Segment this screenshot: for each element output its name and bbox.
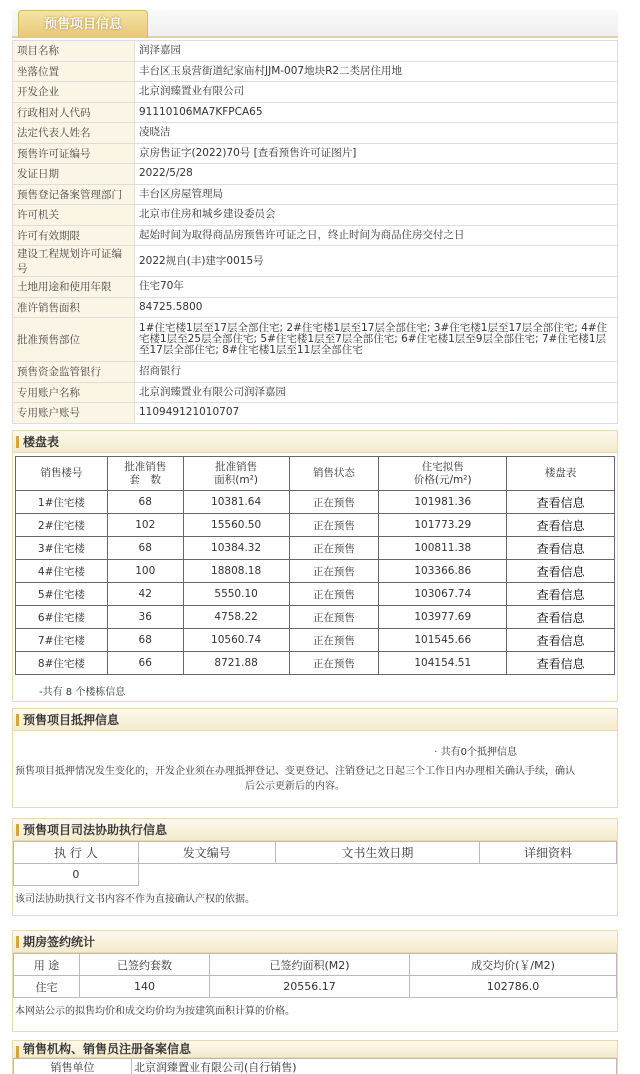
table-cell: 正在预售 xyxy=(289,491,379,514)
table-cell: 101773.29 xyxy=(379,514,507,537)
info-row xyxy=(13,61,618,82)
table-cell: 103366.86 xyxy=(379,560,507,583)
judicial-header-executor: 执 行 人 xyxy=(14,842,139,864)
buildings-footnote: -共有 8 个楼栋信息 xyxy=(39,687,126,698)
buildings-title: 楼盘表 xyxy=(13,431,617,453)
info-key: 预售许可证编号 xyxy=(13,143,135,164)
tab-bar xyxy=(12,10,618,38)
table-row xyxy=(16,652,615,675)
table-cell: 10560.74 xyxy=(183,629,289,652)
period-header-count: 已签约套数 xyxy=(80,954,210,976)
info-key: 法定代表人姓名 xyxy=(13,123,135,144)
table-cell: 103977.69 xyxy=(379,606,507,629)
table-row xyxy=(16,537,615,560)
buildings-header: 销售状态 xyxy=(289,457,379,491)
period-note: 本网站公示的拟售均价和成交均价均为按建筑面积计算的价格。 xyxy=(15,1006,295,1017)
buildings-header: 批准销售 面积(m²) xyxy=(183,457,289,491)
info-value[interactable]: 京房售证字(2022)70号 [查看预售许可证图片] xyxy=(135,143,618,164)
table-cell: 66 xyxy=(107,652,183,675)
info-row xyxy=(13,403,618,424)
table-row xyxy=(16,583,615,606)
view-info-link[interactable]: 查看信息 xyxy=(507,491,615,514)
info-value: 北京市住房和城乡建设委员会 xyxy=(135,205,618,226)
table-cell: 5#住宅楼 xyxy=(16,583,108,606)
period-header-price: 成交均价(￥/M2) xyxy=(410,954,617,976)
info-key: 专用账户名称 xyxy=(13,382,135,403)
buildings-section xyxy=(12,430,618,702)
judicial-header-details: 详细资料 xyxy=(479,842,616,864)
info-key: 发证日期 xyxy=(13,164,135,185)
view-info-link[interactable]: 查看信息 xyxy=(507,537,615,560)
sales-title: 销售机构、销售员注册备案信息 xyxy=(13,1041,617,1058)
judicial-title: 预售项目司法协助执行信息 xyxy=(13,819,617,841)
table-cell: 4#住宅楼 xyxy=(16,560,108,583)
info-row xyxy=(13,143,618,164)
judicial-header-date: 文书生效日期 xyxy=(275,842,479,864)
table-row xyxy=(16,491,615,514)
info-key: 行政相对人代码 xyxy=(13,102,135,123)
table-cell: 42 xyxy=(107,583,183,606)
mortgage-text-1: 预售项目抵押情况发生变化的，开发企业须在办理抵押登记、变更登记、注销登记之日起三个工作日内办理相关确认手续，确认 xyxy=(15,766,575,777)
table-cell: 10384.32 xyxy=(183,537,289,560)
info-key: 许可有效期限 xyxy=(13,225,135,246)
period-price: 102786.0 xyxy=(410,976,617,998)
judicial-note: 该司法协助执行文书内容不作为直接确认产权的依据。 xyxy=(15,894,255,905)
table-cell: 正在预售 xyxy=(289,514,379,537)
sales-value: 北京润臻置业有限公司(自行销售) xyxy=(132,1059,617,1074)
info-key: 许可机关 xyxy=(13,205,135,226)
info-row xyxy=(13,382,618,403)
info-row xyxy=(13,362,618,383)
table-row xyxy=(16,560,615,583)
table-cell: 101981.36 xyxy=(379,491,507,514)
table-cell: 68 xyxy=(107,537,183,560)
info-value: 北京润臻置业有限公司 xyxy=(135,82,618,103)
sales-section xyxy=(12,1040,618,1074)
info-key: 准许销售面积 xyxy=(13,297,135,318)
table-cell: 8#住宅楼 xyxy=(16,652,108,675)
info-row xyxy=(13,82,618,103)
info-row xyxy=(13,41,618,62)
info-value: 北京润臻置业有限公司润泽嘉园 xyxy=(135,382,618,403)
table-row xyxy=(16,514,615,537)
table-cell: 104154.51 xyxy=(379,652,507,675)
table-cell: 68 xyxy=(107,629,183,652)
period-header-area: 已签约面积(M2) xyxy=(210,954,410,976)
table-cell: 7#住宅楼 xyxy=(16,629,108,652)
judicial-empty-cell xyxy=(479,864,616,886)
info-row xyxy=(13,184,618,205)
judicial-section xyxy=(12,818,618,916)
view-info-link[interactable]: 查看信息 xyxy=(507,629,615,652)
info-value: 招商银行 xyxy=(135,362,618,383)
table-cell: 68 xyxy=(107,491,183,514)
view-info-link[interactable]: 查看信息 xyxy=(507,583,615,606)
info-value: 84725.5800 xyxy=(135,297,618,318)
info-key: 建设工程规划许可证编号 xyxy=(13,246,135,277)
info-value: 凌晓洁 xyxy=(135,123,618,144)
mortgage-text-2: 后公示更新后的内容。 xyxy=(245,781,345,792)
view-info-link[interactable]: 查看信息 xyxy=(507,514,615,537)
project-info-table xyxy=(12,40,618,424)
info-value: 2022规自(丰)建字0015号 xyxy=(135,246,618,277)
table-row xyxy=(16,606,615,629)
info-key: 土地用途和使用年限 xyxy=(13,277,135,298)
info-row xyxy=(13,123,618,144)
table-cell: 1#住宅楼 xyxy=(16,491,108,514)
info-value: 丰台区房屋管理局 xyxy=(135,184,618,205)
view-info-link[interactable]: 查看信息 xyxy=(507,560,615,583)
info-row xyxy=(13,318,618,362)
mortgage-count: · 共有0个抵押信息 xyxy=(434,747,517,758)
buildings-header: 住宅拟售 价格(元/m²) xyxy=(379,457,507,491)
buildings-table xyxy=(15,456,615,675)
table-cell: 正在预售 xyxy=(289,606,379,629)
buildings-header: 销售楼号 xyxy=(16,457,108,491)
info-row xyxy=(13,246,618,277)
tab-presale-info[interactable]: 预售项目信息 xyxy=(18,10,148,38)
info-row xyxy=(13,277,618,298)
table-cell: 正在预售 xyxy=(289,583,379,606)
info-row xyxy=(13,164,618,185)
mortgage-section xyxy=(12,708,618,808)
info-row xyxy=(13,102,618,123)
info-row xyxy=(13,297,618,318)
table-cell: 正在预售 xyxy=(289,652,379,675)
judicial-table xyxy=(13,841,617,886)
table-cell: 3#住宅楼 xyxy=(16,537,108,560)
judicial-value: 0 xyxy=(14,864,139,886)
sales-label: 销售单位 xyxy=(14,1059,132,1074)
table-row xyxy=(16,629,615,652)
table-cell: 100811.38 xyxy=(379,537,507,560)
info-value: 91110106MA7KFPCA65 xyxy=(135,102,618,123)
info-key: 专用账户账号 xyxy=(13,403,135,424)
table-cell: 10381.64 xyxy=(183,491,289,514)
table-cell: 正在预售 xyxy=(289,629,379,652)
judicial-header-doc-no: 发文编号 xyxy=(138,842,275,864)
table-cell: 2#住宅楼 xyxy=(16,514,108,537)
table-cell: 100 xyxy=(107,560,183,583)
judicial-empty-cell xyxy=(275,864,479,886)
info-value: 润泽嘉园 xyxy=(135,41,618,62)
info-value: 110949121010707 xyxy=(135,403,618,424)
table-cell: 正在预售 xyxy=(289,537,379,560)
info-key: 开发企业 xyxy=(13,82,135,103)
table-cell: 36 xyxy=(107,606,183,629)
table-cell: 15560.50 xyxy=(183,514,289,537)
sales-table xyxy=(13,1058,617,1074)
period-usage: 住宅 xyxy=(14,976,80,998)
info-row xyxy=(13,205,618,226)
period-area: 20556.17 xyxy=(210,976,410,998)
view-info-link[interactable]: 查看信息 xyxy=(507,652,615,675)
table-cell: 正在预售 xyxy=(289,560,379,583)
info-key: 项目名称 xyxy=(13,41,135,62)
table-cell: 101545.66 xyxy=(379,629,507,652)
judicial-empty-cell xyxy=(138,864,275,886)
table-cell: 4758.22 xyxy=(183,606,289,629)
info-value: 2022/5/28 xyxy=(135,164,618,185)
period-count: 140 xyxy=(80,976,210,998)
info-key: 坐落位置 xyxy=(13,61,135,82)
info-value: 住宅70年 xyxy=(135,277,618,298)
period-title: 期房签约统计 xyxy=(13,931,617,953)
info-row xyxy=(13,225,618,246)
buildings-header-row xyxy=(16,457,615,491)
table-cell: 5550.10 xyxy=(183,583,289,606)
info-key: 预售资金监管银行 xyxy=(13,362,135,383)
info-value: 1#住宅楼1层至17层全部住宅; 2#住宅楼1层至17层全部住宅; 3#住宅楼1层至17层全部住宅; 4#住宅楼1层至25层全部住宅; 5#住宅楼1层至7层全部住宅; 6#住宅楼1层至9层全部住宅; 7#住宅楼1层至17层全部住宅; 8#住宅楼1层至11层全部住宅 xyxy=(135,318,618,362)
table-cell: 6#住宅楼 xyxy=(16,606,108,629)
view-info-link[interactable]: 查看信息 xyxy=(507,606,615,629)
info-value: 起始时间为取得商品房预售许可证之日，终止时间为商品住房交付之日 xyxy=(135,225,618,246)
table-cell: 8721.88 xyxy=(183,652,289,675)
period-header-usage: 用 途 xyxy=(14,954,80,976)
table-cell: 103067.74 xyxy=(379,583,507,606)
period-table xyxy=(13,953,617,998)
table-cell: 102 xyxy=(107,514,183,537)
info-key: 批准预售部位 xyxy=(13,318,135,362)
mortgage-title: 预售项目抵押信息 xyxy=(13,709,617,731)
info-key: 预售登记备案管理部门 xyxy=(13,184,135,205)
period-section xyxy=(12,930,618,1032)
info-value: 丰台区玉泉营街道纪家庙村JJM-007地块R2二类居住用地 xyxy=(135,61,618,82)
table-cell: 18808.18 xyxy=(183,560,289,583)
buildings-header: 批准销售 套 数 xyxy=(107,457,183,491)
buildings-header: 楼盘表 xyxy=(507,457,615,491)
